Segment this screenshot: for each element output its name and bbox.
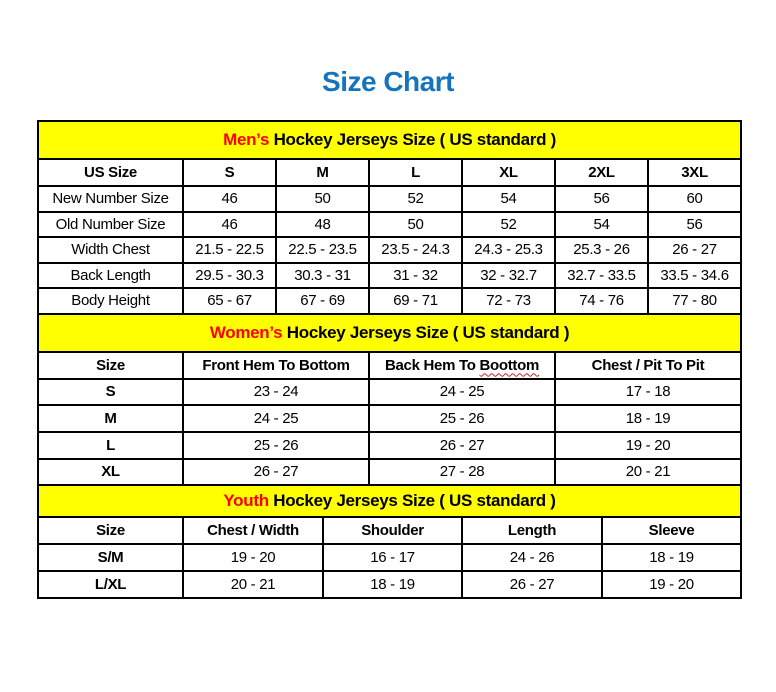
womens-size-table bbox=[37, 313, 742, 487]
cell: 24 - 26 bbox=[462, 544, 602, 571]
cell: 19 - 20 bbox=[602, 571, 741, 598]
mens-col-2xl: 2XL bbox=[555, 159, 648, 186]
table-row bbox=[38, 459, 741, 486]
row-label: Old Number Size bbox=[38, 212, 183, 238]
mens-col-s: S bbox=[183, 159, 276, 186]
cell: 54 bbox=[555, 212, 648, 238]
cell: 46 bbox=[183, 212, 276, 238]
youth-section-accent: Youth bbox=[223, 491, 269, 511]
mens-size-table bbox=[37, 120, 742, 315]
cell: 20 - 21 bbox=[183, 571, 323, 598]
cell: 18 - 19 bbox=[602, 544, 741, 571]
cell: 50 bbox=[276, 186, 369, 212]
cell: 52 bbox=[369, 186, 462, 212]
youth-section-rest: Hockey Jerseys Size ( US standard ) bbox=[268, 491, 556, 511]
youth-section-title bbox=[38, 485, 741, 517]
cell: 56 bbox=[555, 186, 648, 212]
row-label: Back Length bbox=[38, 263, 183, 289]
cell: 24.3 - 25.3 bbox=[462, 237, 555, 263]
cell: 18 - 19 bbox=[323, 571, 462, 598]
youth-column-header-row bbox=[38, 517, 741, 544]
womens-column-header-row bbox=[38, 352, 741, 379]
womens-section-header bbox=[38, 314, 741, 352]
cell: 27 - 28 bbox=[369, 459, 555, 486]
row-label: New Number Size bbox=[38, 186, 183, 212]
table-row bbox=[38, 288, 741, 314]
mens-col-xl: XL bbox=[462, 159, 555, 186]
cell: 33.5 - 34.6 bbox=[648, 263, 741, 289]
cell: 23 - 24 bbox=[183, 379, 369, 406]
cell: 19 - 20 bbox=[183, 544, 323, 571]
mens-col-us-size: US Size bbox=[38, 159, 183, 186]
cell: 16 - 17 bbox=[323, 544, 462, 571]
cell: 48 bbox=[276, 212, 369, 238]
cell: 32.7 - 33.5 bbox=[555, 263, 648, 289]
cell: 72 - 73 bbox=[462, 288, 555, 314]
mens-section-accent: Men’s bbox=[223, 130, 270, 149]
mens-col-m: M bbox=[276, 159, 369, 186]
table-row bbox=[38, 405, 741, 432]
youth-col-chest-width: Chest / Width bbox=[183, 517, 323, 544]
table-row bbox=[38, 379, 741, 406]
cell: 25 - 26 bbox=[369, 405, 555, 432]
cell: 25 - 26 bbox=[183, 432, 369, 459]
row-label: L bbox=[38, 432, 183, 459]
table-row bbox=[38, 571, 741, 598]
cell: 19 - 20 bbox=[555, 432, 741, 459]
row-label: XL bbox=[38, 459, 183, 486]
cell: 30.3 - 31 bbox=[276, 263, 369, 289]
cell: 22.5 - 23.5 bbox=[276, 237, 369, 263]
cell: 25.3 - 26 bbox=[555, 237, 648, 263]
cell: 23.5 - 24.3 bbox=[369, 237, 462, 263]
cell: 20 - 21 bbox=[555, 459, 741, 486]
youth-section-header bbox=[38, 485, 741, 517]
mens-col-3xl: 3XL bbox=[648, 159, 741, 186]
womens-section-accent: Women’s bbox=[209, 322, 283, 342]
womens-section-title bbox=[38, 314, 741, 352]
cell: 29.5 - 30.3 bbox=[183, 263, 276, 289]
row-label: Width Chest bbox=[38, 237, 183, 263]
cell: 74 - 76 bbox=[555, 288, 648, 314]
mens-col-l: L bbox=[369, 159, 462, 186]
table-row bbox=[38, 544, 741, 571]
womens-section-rest: Hockey Jerseys Size ( US standard ) bbox=[282, 322, 570, 342]
cell: 54 bbox=[462, 186, 555, 212]
youth-col-length: Length bbox=[462, 517, 602, 544]
youth-size-table bbox=[37, 484, 742, 599]
cell: 26 - 27 bbox=[648, 237, 741, 263]
cell: 50 bbox=[369, 212, 462, 238]
cell: 52 bbox=[462, 212, 555, 238]
youth-col-sleeve: Sleeve bbox=[602, 517, 741, 544]
cell: 67 - 69 bbox=[276, 288, 369, 314]
row-label: S bbox=[38, 379, 183, 406]
youth-col-size: Size bbox=[38, 517, 183, 544]
mens-section-rest: Hockey Jerseys Size ( US standard ) bbox=[269, 130, 556, 149]
misspelled-word: Boottom bbox=[479, 356, 540, 374]
youth-col-shoulder: Shoulder bbox=[323, 517, 462, 544]
cell: 46 bbox=[183, 186, 276, 212]
cell: 17 - 18 bbox=[555, 379, 741, 406]
cell: 21.5 - 22.5 bbox=[183, 237, 276, 263]
cell: 60 bbox=[648, 186, 741, 212]
row-label: L/XL bbox=[38, 571, 183, 598]
cell: 24 - 25 bbox=[369, 379, 555, 406]
womens-col-front-hem: Front Hem To Bottom bbox=[183, 352, 369, 379]
cell: 18 - 19 bbox=[555, 405, 741, 432]
table-row bbox=[38, 432, 741, 459]
page-title: Size Chart bbox=[322, 66, 454, 97]
table-row bbox=[38, 263, 741, 289]
cell: 26 - 27 bbox=[462, 571, 602, 598]
cell: 26 - 27 bbox=[369, 432, 555, 459]
cell: 56 bbox=[648, 212, 741, 238]
womens-col-chest: Chest / Pit To Pit bbox=[555, 352, 741, 379]
cell: 24 - 25 bbox=[183, 405, 369, 432]
row-label: Body Height bbox=[38, 288, 183, 314]
cell: 26 - 27 bbox=[183, 459, 369, 486]
cell: 65 - 67 bbox=[183, 288, 276, 314]
size-chart bbox=[37, 120, 740, 599]
mens-column-header-row bbox=[38, 159, 741, 186]
table-row bbox=[38, 237, 741, 263]
womens-col-size: Size bbox=[38, 352, 183, 379]
cell: 31 - 32 bbox=[369, 263, 462, 289]
mens-section-header bbox=[38, 121, 741, 159]
row-label: M bbox=[38, 405, 183, 432]
womens-col-back-hem-text: Back Hem To bbox=[384, 356, 480, 374]
mens-section-title bbox=[38, 121, 741, 159]
womens-col-back-hem bbox=[369, 352, 555, 379]
cell: 77 - 80 bbox=[648, 288, 741, 314]
table-row bbox=[38, 212, 741, 238]
cell: 32 - 32.7 bbox=[462, 263, 555, 289]
table-row bbox=[38, 186, 741, 212]
cell: 69 - 71 bbox=[369, 288, 462, 314]
row-label: S/M bbox=[38, 544, 183, 571]
